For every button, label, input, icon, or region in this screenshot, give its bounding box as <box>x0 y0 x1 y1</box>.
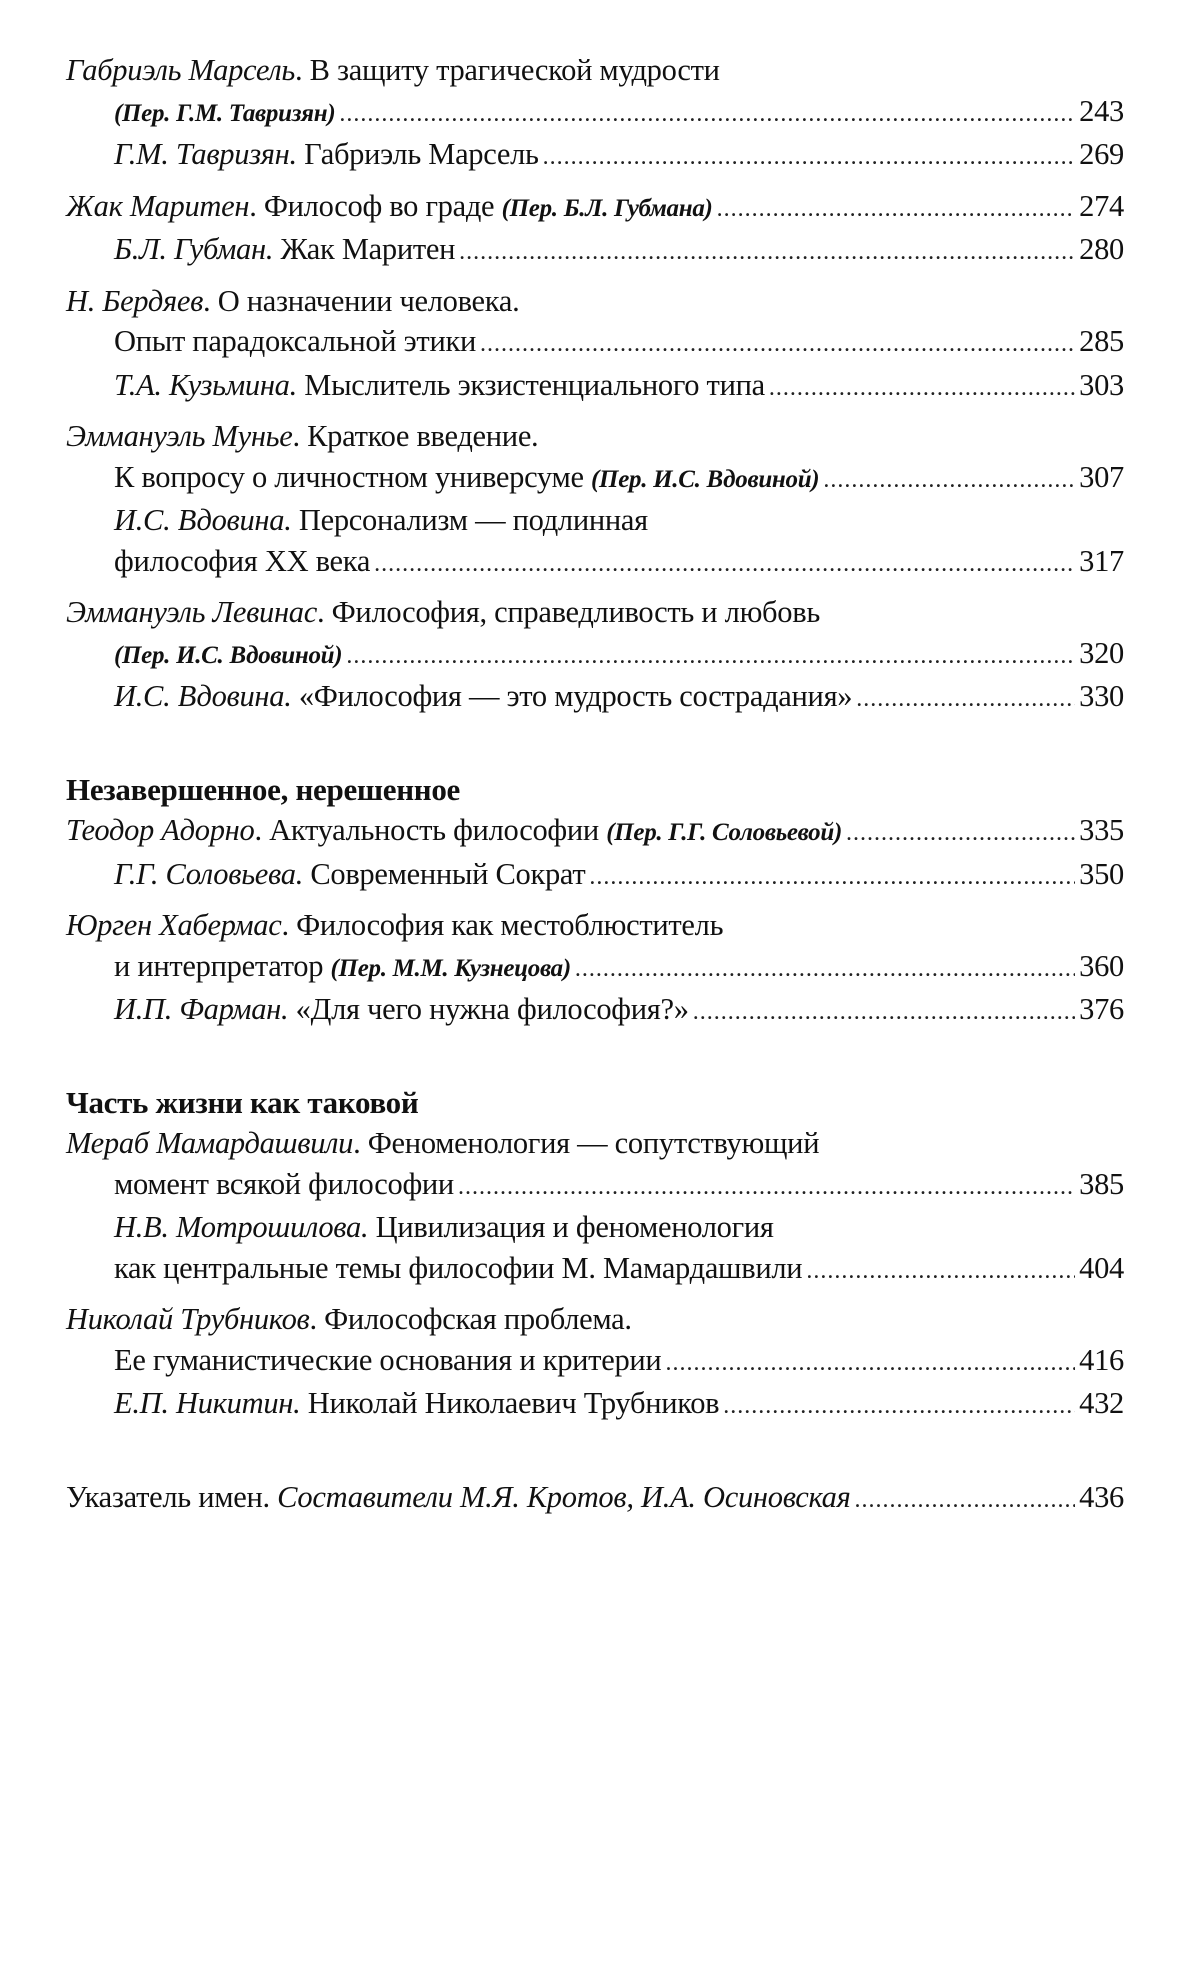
page-number: 243 <box>1079 93 1124 128</box>
essay-title: Мыслитель экзистенциального типа <box>296 367 765 402</box>
page-number: 376 <box>1079 992 1124 1026</box>
toc-line <box>66 1383 1124 1427</box>
work-title-continued: Опыт парадоксальной этики <box>114 324 477 358</box>
dot-leader <box>856 679 1075 720</box>
toc-entry-adorno <box>66 810 1124 897</box>
dot-leader <box>543 137 1076 178</box>
dot-leader <box>480 324 1075 365</box>
essay-author: И.С. Вдовина. <box>114 679 292 713</box>
page-number: 317 <box>1079 543 1124 578</box>
page-number: 350 <box>1079 856 1124 891</box>
section-heading: Незавершенное, нерешенное <box>66 771 461 807</box>
essay-title-continued: как центральные темы философии М. Мамардашвили <box>114 1250 803 1285</box>
author-name: Эммануэль Мунье <box>66 419 293 453</box>
toc-line <box>66 134 1124 178</box>
toc-line <box>66 91 1124 135</box>
page-number: 285 <box>1079 324 1124 358</box>
essay-title-continued: философия XX века <box>114 543 371 578</box>
page-number: 385 <box>1079 1166 1124 1201</box>
dot-leader <box>346 636 1075 677</box>
page-number: 335 <box>1079 813 1124 847</box>
essay-title: Цивилизация и феноменология <box>368 1210 774 1244</box>
essay-title: Современный Сократ <box>303 856 586 891</box>
page-number: 360 <box>1079 948 1124 983</box>
author-name: Габриэль Марсель <box>66 53 295 87</box>
toc-line <box>66 810 1124 854</box>
work-title-continued: К вопросу о личностном универсуме <box>114 459 592 494</box>
toc-line <box>66 321 1124 365</box>
work-title: . О назначении человека. <box>203 283 520 318</box>
translator-note: (Пер. Б.Л. Губмана) <box>501 194 713 222</box>
translator-note: (Пер. И.С. Вдовиной) <box>591 465 820 493</box>
toc-line <box>66 854 1124 898</box>
dot-leader <box>806 1251 1075 1292</box>
page-number: 274 <box>1079 188 1124 223</box>
toc-line <box>66 592 1124 633</box>
translator-note: (Пер. Г.М. Тавризян) <box>114 99 336 127</box>
page-number: 280 <box>1079 232 1124 266</box>
essay-author: И.С. Вдовина. <box>114 503 292 537</box>
work-title: . Краткое введение. <box>292 419 539 453</box>
toc-line <box>66 1299 1124 1340</box>
essay-title: Жак Маритен <box>273 232 456 266</box>
toc-line <box>66 1248 1124 1292</box>
essay-author: Н.В. Мотрошилова. <box>114 1210 369 1244</box>
translator-note: (Пер. М.М. Кузнецова) <box>330 954 571 982</box>
work-title-continued: и интерпретатор <box>114 948 331 983</box>
section-heading: Часть жизни как таковой <box>66 1084 419 1120</box>
essay-title: «Философия — это мудрость сострадания» <box>291 679 853 713</box>
toc-line <box>66 676 1124 720</box>
toc-entry-mamardashvili <box>66 1123 1124 1291</box>
essay-title: Габриэль Марсель <box>296 137 539 171</box>
essay-title: Персонализм — подлинная <box>291 503 648 537</box>
essay-author: Б.Л. Губман. <box>114 232 274 266</box>
dot-leader <box>575 949 1075 990</box>
work-title: . Феноменология — сопутствующий <box>353 1126 820 1160</box>
toc-entry-marcel <box>66 50 1124 178</box>
toc-line <box>66 1123 1124 1164</box>
work-title-continued: момент всякой философии <box>114 1166 454 1201</box>
author-name: Эммануэль Левинас <box>66 595 317 629</box>
toc-line <box>66 281 1124 322</box>
toc-entry-mounier <box>66 416 1124 584</box>
translator-note: (Пер. Г.Г. Соловьевой) <box>606 819 843 846</box>
dot-leader <box>846 813 1075 854</box>
toc-line <box>66 905 1124 946</box>
toc-line <box>66 50 1124 91</box>
essay-title: «Для чего нужна философия?» <box>288 992 689 1026</box>
essay-author: Е.П. Никитин. <box>114 1386 301 1420</box>
essay-title: Николай Николаевич Трубников <box>300 1386 720 1420</box>
author-name: Николай Трубников <box>66 1302 310 1336</box>
toc-line <box>66 1164 1124 1208</box>
toc-entry-index <box>66 1477 1124 1521</box>
toc-line <box>66 457 1124 501</box>
essay-author: Т.А. Кузьмина. <box>114 367 297 402</box>
essay-author: Г.Г. Соловьева. <box>114 856 304 891</box>
page-number: 416 <box>1079 1342 1124 1377</box>
toc-line <box>66 500 1124 541</box>
work-title: . В защиту трагической мудрости <box>294 53 720 87</box>
toc-line <box>66 946 1124 990</box>
toc-line <box>66 989 1124 1033</box>
author-name: Юрген Хабермас <box>66 908 282 942</box>
page-number: 320 <box>1079 635 1124 670</box>
index-title: Указатель имен. <box>66 1479 278 1514</box>
table-of-contents <box>66 50 1124 1520</box>
work-title: . Философская проблема. <box>309 1302 632 1336</box>
toc-entry-trubnikov <box>66 1299 1124 1427</box>
toc-entry-maritain <box>66 186 1124 273</box>
author-name: Н. Бердяев <box>66 283 204 318</box>
toc-line <box>66 186 1124 230</box>
work-title: . Актуальность философии <box>254 813 607 847</box>
toc-line <box>66 416 1124 457</box>
toc-line <box>66 1207 1124 1248</box>
dot-leader <box>665 1343 1075 1384</box>
dot-leader <box>723 1386 1075 1427</box>
work-title: . Философия как местоблюститель <box>281 908 724 942</box>
page-number: 330 <box>1079 679 1124 713</box>
work-title-continued: Ее гуманистические основания и критерии <box>114 1342 662 1377</box>
toc-line <box>66 365 1124 409</box>
dot-leader <box>374 544 1075 585</box>
page-number: 436 <box>1079 1479 1124 1514</box>
translator-note: (Пер. И.С. Вдовиной) <box>114 641 343 669</box>
dot-leader <box>458 1167 1075 1208</box>
toc-entry-levinas <box>66 592 1124 720</box>
author-name: Теодор Адорно <box>66 813 255 847</box>
toc-line <box>66 541 1124 585</box>
dot-leader <box>717 189 1076 230</box>
page-number: 404 <box>1079 1250 1124 1285</box>
page-number: 307 <box>1079 459 1124 494</box>
page-number: 269 <box>1079 137 1124 171</box>
author-name: Мераб Мамардашвили <box>66 1126 354 1160</box>
dot-leader <box>693 992 1075 1033</box>
dot-leader <box>823 460 1075 501</box>
author-name: Жак Маритен <box>66 188 250 223</box>
essay-author: Г.М. Тавризян. <box>114 137 297 171</box>
toc-line <box>66 1340 1124 1384</box>
toc-line <box>66 1477 1124 1521</box>
dot-leader <box>459 232 1075 273</box>
toc-line <box>66 633 1124 677</box>
dot-leader <box>589 857 1075 898</box>
dot-leader <box>769 368 1075 409</box>
essay-author: И.П. Фарман. <box>114 992 289 1026</box>
toc-entry-habermas <box>66 905 1124 1033</box>
toc-line <box>66 229 1124 273</box>
work-title: . Философ во граде <box>249 188 502 223</box>
toc-entry-berdyaev <box>66 281 1124 409</box>
page-number: 303 <box>1079 367 1124 402</box>
dot-leader <box>855 1480 1076 1521</box>
dot-leader <box>339 94 1075 135</box>
page-number: 432 <box>1079 1386 1124 1420</box>
work-title: . Философия, справедливость и любовь <box>316 595 820 629</box>
index-compilers: Составители М.Я. Кротов, И.А. Осиновская <box>277 1479 851 1514</box>
